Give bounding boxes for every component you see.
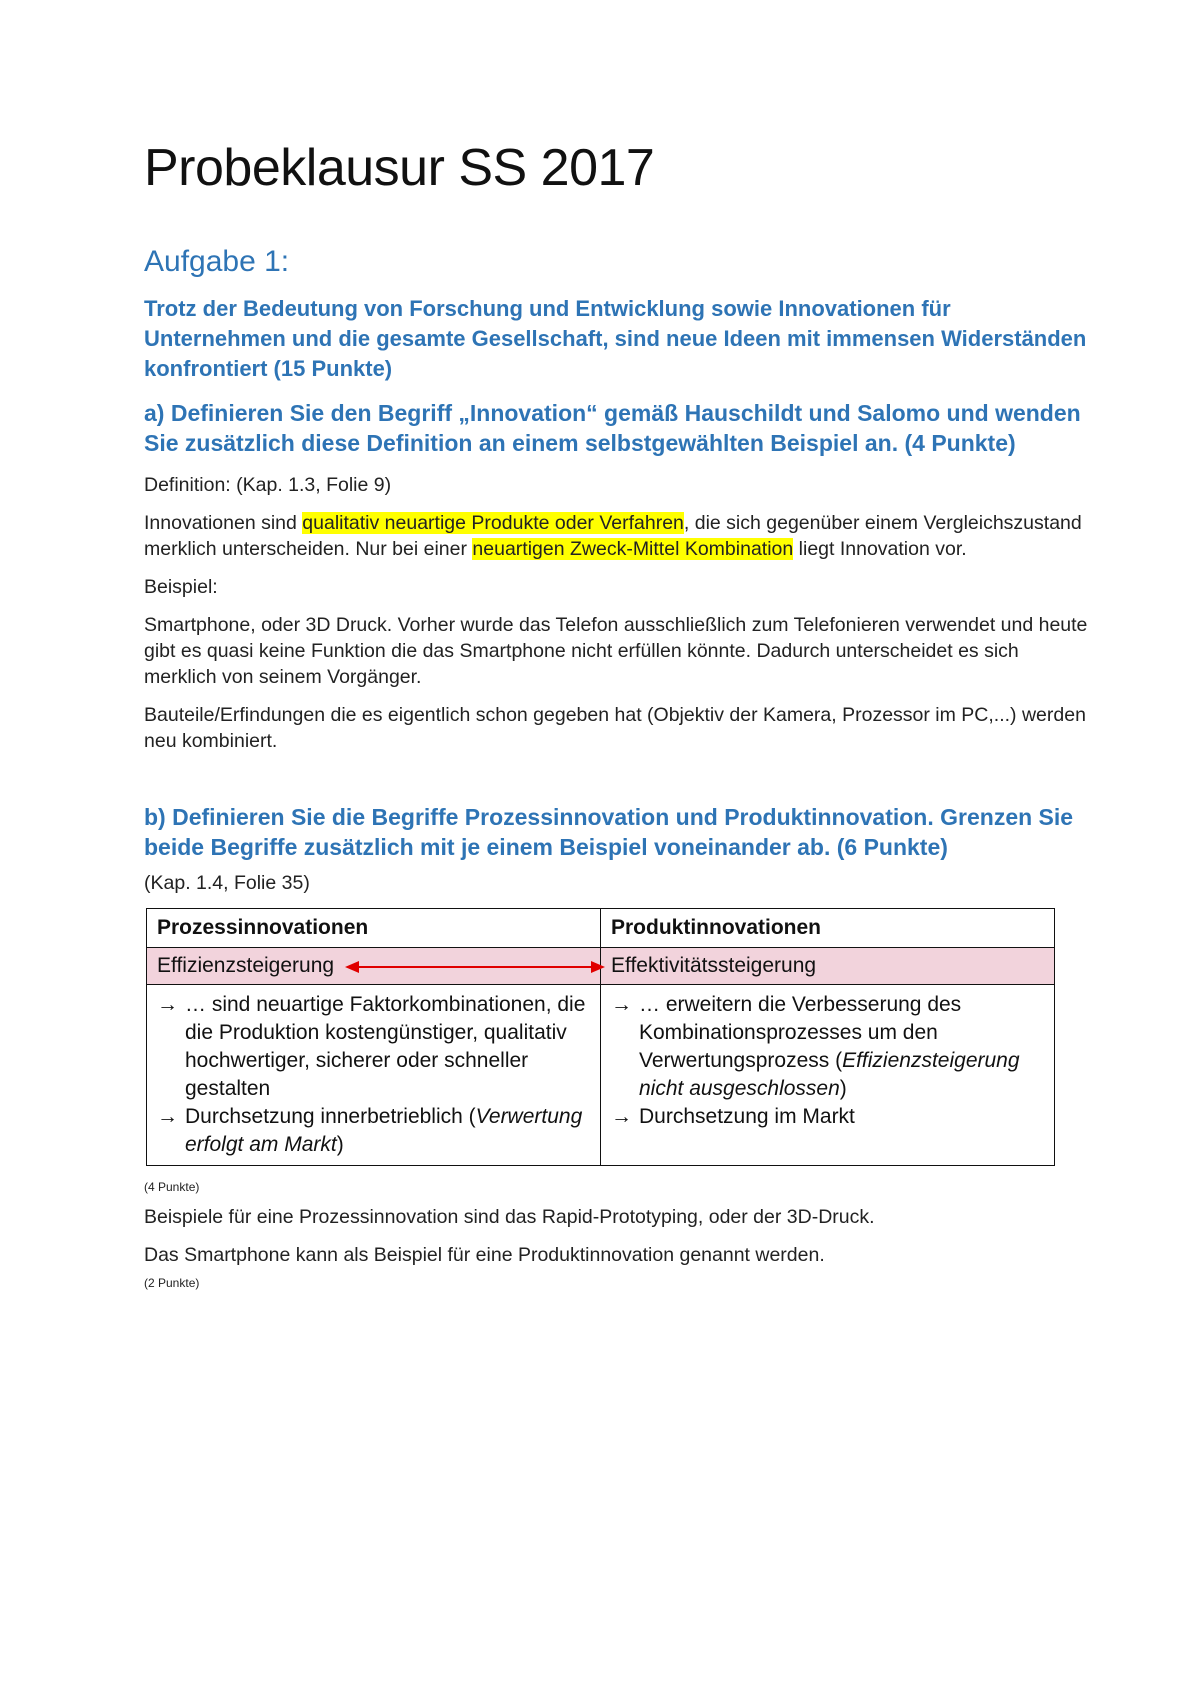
list-item [611,991,1044,1103]
definition-text-part3: liegt Innovation vor. [793,538,967,561]
produkt-beispiel: Das Smartphone kann als Beispiel für eine Produktinnovation genannt werden. [144,1244,825,1267]
table-header-row [147,909,1055,948]
prozess-bullet-2 [185,1103,590,1159]
aufgabe-heading: Aufgabe 1: [144,245,290,279]
section-spacer [144,766,1090,802]
bauteile-text: Bauteile/Erfindungen die es eigentlich schon gegeben hat (Objektiv der Kamera, Prozessor im PC,...) werden neu kombiniert. [144,704,1086,753]
double-arrow-icon [357,966,612,968]
cell-effizienzsteigerung [147,948,601,985]
points-note-2: (2 Punkte) [144,1276,200,1291]
arrow-right-icon: → [157,1105,178,1129]
arrow-right-icon: → [157,993,178,1017]
prozess-bullet-2-close: ) [336,1133,344,1157]
aufgabe-intro: Trotz der Bedeutung von Forschung und Entwicklung sowie Innovationen für Unternehmen und die gesamte Gesellschaft, sind neue Ideen mit immensen Widerständen konfrontiert (15 Punkte) [144,296,1087,382]
header-prozessinnovationen: Prozessinnovationen [147,909,601,948]
produkt-bullet-1 [639,991,1044,1103]
prozess-bullet-2-italic: Verwertung erfolgt am Markt [185,1105,583,1157]
produkt-bullet-2: Durchsetzung im Markt [639,1105,855,1129]
document-title: Probeklausur SS 2017 [144,139,655,197]
definition-text-part2: , die sich gegenüber einem Vergleichszustand merklich unterscheiden. Nur bei einer [144,512,1082,561]
definition-highlight-2: neuartigen Zweck-Mittel Kombination [472,538,794,561]
prozess-bullet-1: … sind neuartige Faktorkombinationen, die die Produktion kostengünstiger, qualitativ hochwertiger, sicherer oder schneller gestalten [185,993,586,1101]
list-item [157,991,590,1103]
arrow-head-right-icon [589,966,599,968]
list-item [157,1103,590,1159]
definition-highlight-1: qualitativ neuartige Produkte oder Verfahren [302,512,684,535]
produkt-bullet-1-italic: Effizienzsteigerung nicht ausgeschlossen [639,1049,1020,1101]
points-note-1: (4 Punkte) [144,1180,200,1195]
header-produktinnovationen: Produktinnovationen [601,909,1055,948]
comparison-table [146,908,1055,1166]
question-b-reference: (Kap. 1.4, Folie 35) [144,872,310,895]
cell-produkt-definition [601,985,1055,1166]
list-item [611,1103,1044,1131]
arrow-right-icon: → [611,1105,632,1129]
prozess-bullet-2-text: Durchsetzung innerbetrieblich ( [185,1105,476,1129]
table-row-steigerung [147,948,1055,985]
effizienz-label: Effizienzsteigerung [157,954,335,978]
prozess-beispiel: Beispiele für eine Prozessinnovation sind das Rapid-Prototyping, oder der 3D-Druck. [144,1206,875,1229]
table-row-definitions [147,985,1055,1166]
question-b-heading: b) Definieren Sie die Begriffe Prozessinnovation und Produktinnovation. Grenzen Sie beide Begriffe zusätzlich mit je einem Beispiel voneinander ab. (6 Punkte) [144,804,1074,861]
question-a-heading: a) Definieren Sie den Begriff „Innovation“ gemäß Hauschildt und Salomo und wenden Sie zusätzlich diese Definition an einem selbstgewählten Beispiel an. (4 Punkte) [144,400,1081,457]
produkt-bullet-1-text: … erweitern die Verbesserung des Kombinationsprozesses um den Verwertungsprozess ( [639,993,962,1073]
beispiel-text: Smartphone, oder 3D Druck. Vorher wurde das Telefon ausschließlich zum Telefonieren verwendet und heute gibt es quasi keine Funktion die das Smartphone nicht erfüllen könnte. Dadurch unterscheidet es sich merklich von seinem Vorgänger. [144,614,1088,689]
definition-label: Definition: (Kap. 1.3, Folie 9) [144,474,392,497]
produkt-bullet-1-close: ) [839,1077,847,1101]
definition-text-part1: Innovationen sind [144,512,303,535]
definition-text [144,510,1090,562]
cell-effektivitaetssteigerung [601,948,1055,985]
arrow-right-icon: → [611,993,632,1017]
effektivitaet-label: Effektivitätssteigerung [611,954,817,978]
beispiel-label: Beispiel: [144,576,218,599]
cell-prozess-definition [147,985,601,1166]
